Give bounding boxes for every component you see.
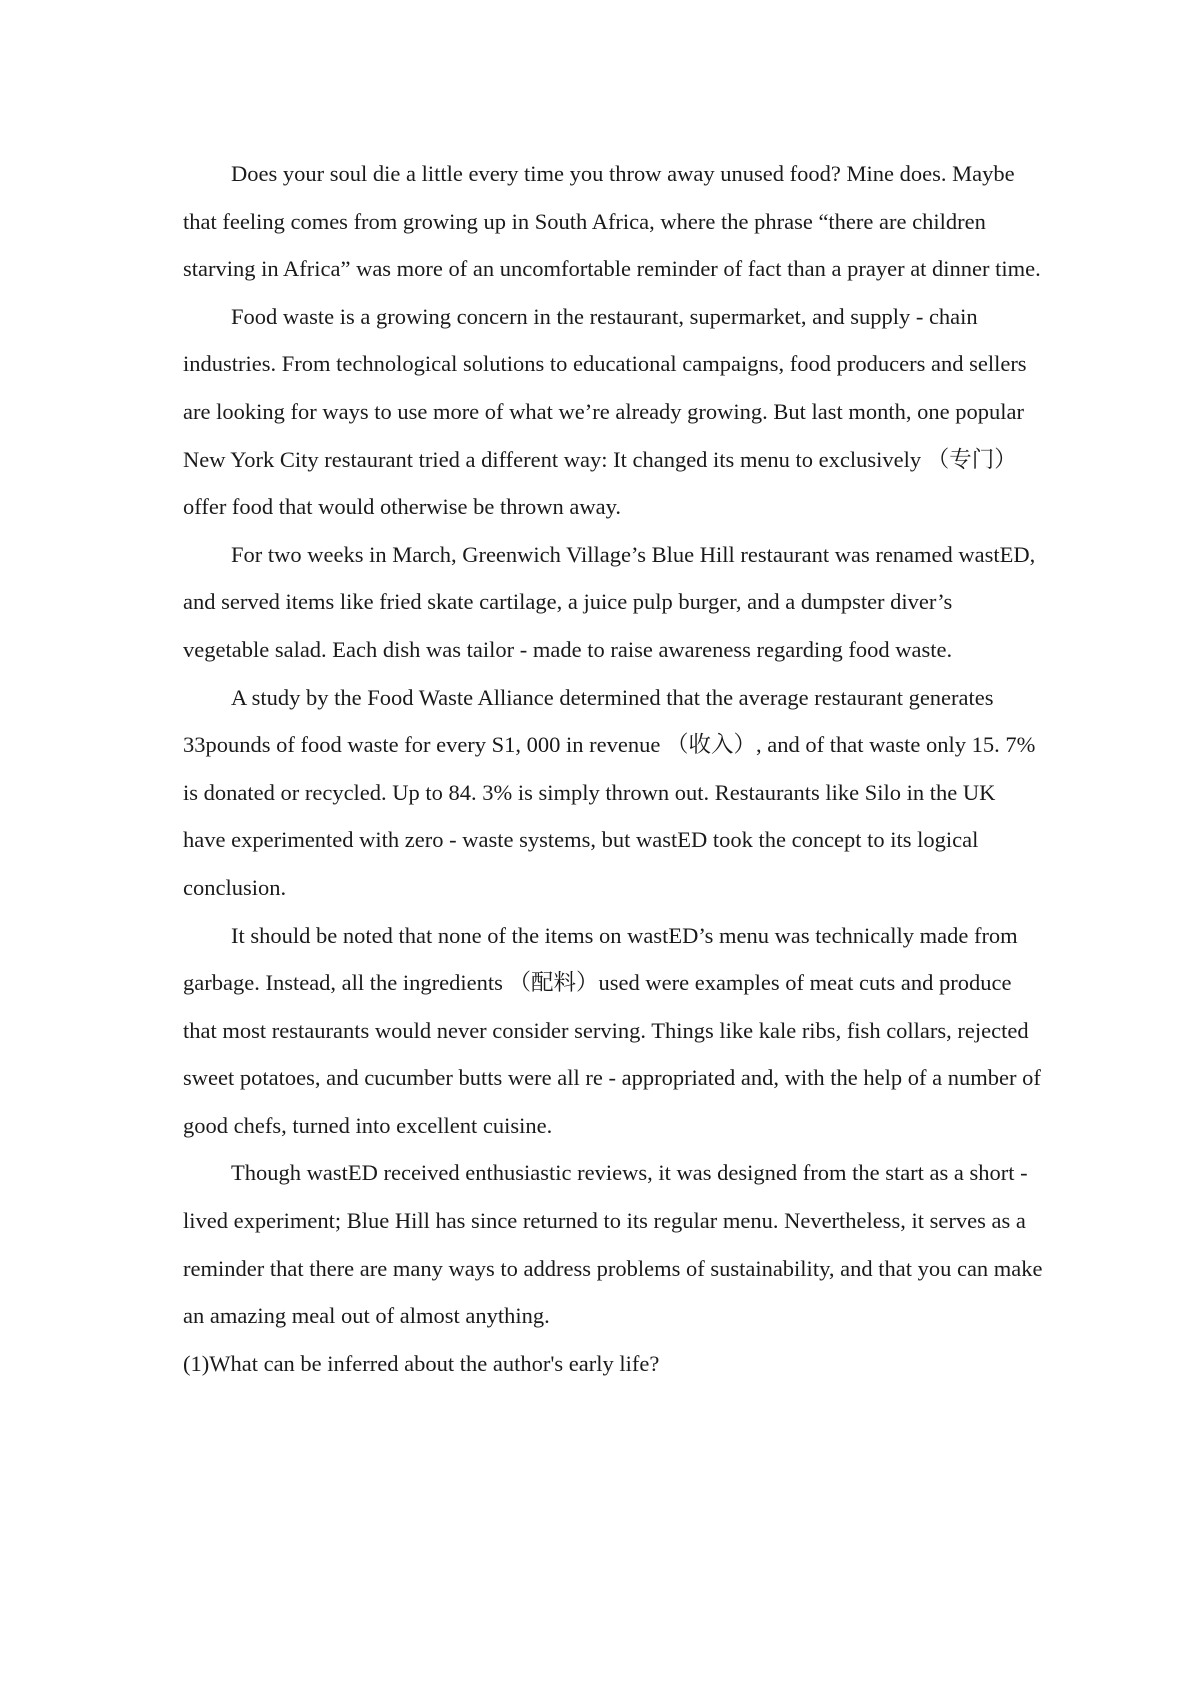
paragraph-2: Food waste is a growing concern in the restaurant, supermarket, and supply - chain industries. From technological solutions to educational campaigns, food producers and sellers are looking for ways to use more of what we’re already growing. But last month, one popular New York City restaurant tried a different way: It changed its menu to exclusively （专门）offer food that would otherwise be thrown away.	[183, 303, 1027, 520]
paragraph-4: A study by the Food Waste Alliance determined that the average restaurant generates 33pounds of food waste for every S1, 000 in revenue （收入）, and of that waste only 15. 7% is donated or recycled. Up to 84. 3% is simply thrown out. Restaurants like Silo in the UK have experimented with zero - waste systems, but wastED took the concept to its logical conclusion.	[183, 684, 1036, 900]
paragraph-6: Though wastED received enthusiastic reviews, it was designed from the start as a short - lived experiment; Blue Hill has since returned to its regular menu. Nevertheless, it serves as a reminder that there are many ways to address problems of sustainability, and that you can make an amazing meal out of almost anything.	[183, 1160, 1043, 1329]
article-body	[183, 150, 1043, 1387]
paragraph-5: It should be noted that none of the items on wastED’s menu was technically made from garbage. Instead, all the ingredients （配料）used were examples of meat cuts and produce that most restaurants would never consider serving. Things like kale ribs, fish collars, rejected sweet potatoes, and cucumber butts were all re - appropriated and, with the help of a number of good chefs, turned into excellent cuisine.	[183, 922, 1041, 1138]
paragraph-1: Does your soul die a little every time you throw away unused food? Mine does. Maybe that feeling comes from growing up in South Africa, where the phrase “there are children starving in Africa” was more of an uncomfortable reminder of fact than a prayer at dinner time.	[183, 161, 1041, 282]
paragraph-3: For two weeks in March, Greenwich Village’s Blue Hill restaurant was renamed wastED, and served items like fried skate cartilage, a juice pulp burger, and a dumpster diver’s vegetable salad. Each dish was tailor - made to raise awareness regarding food waste.	[183, 541, 1036, 662]
question-1: (1)What can be inferred about the author's early life?	[183, 1350, 660, 1376]
